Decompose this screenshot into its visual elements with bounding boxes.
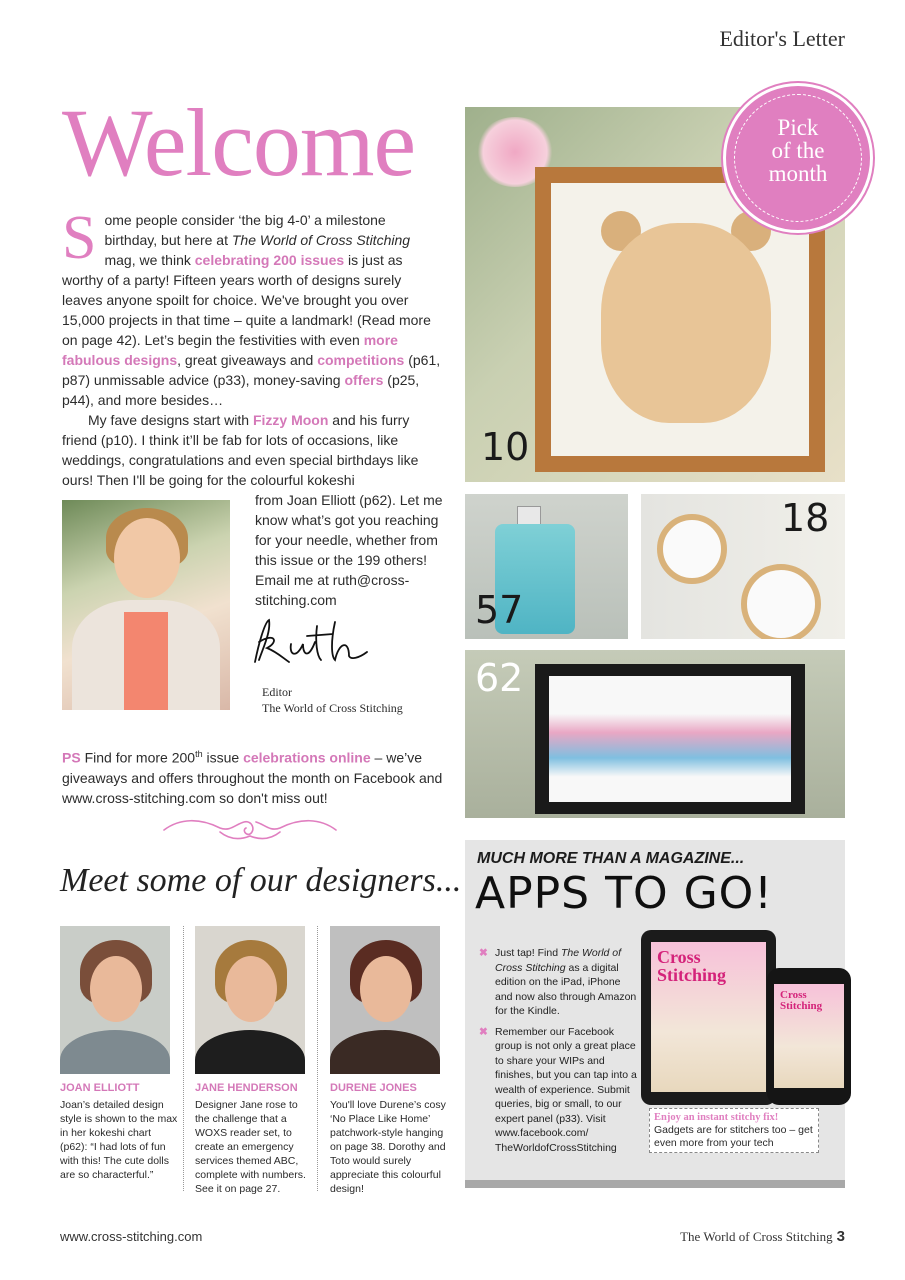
designer-name: JOAN ELLIOTT: [60, 1082, 140, 1094]
page-number-label: 57: [475, 588, 524, 632]
intro-paragraph-1: ome people consider ‘the big 4-0’ a milestone birthday, but here at The World of Cross Stitching mag, we think celebrating 200 issues is just as worthy of a party! Fifteen years worth of designs surely leaves anyone spoilt for choice. We've brought you over 15,000 projects in that time – quite a landmark! (Read more on page 42). Let’s begin the festivities with even more fabulous designs, great giveaways and competitions (p61, p87) unmissable advice (p33), money-saving offers (p25, p44), and more besides…: [62, 212, 441, 408]
section-label: Editor's Letter: [719, 26, 845, 51]
designer-bio: Designer Jane rose to the challenge that a WOXS reader set, to create an emergency services themed ABC, complete with numbers. See it on page 27.: [195, 1099, 306, 1195]
designer-photo: [330, 926, 440, 1074]
intro-paragraph-3: from Joan Elliott (p62). Let me know what’s got you reaching for your needle, whether from this issue or the 199 others! Email me at ruth@cross-stitching.com: [255, 492, 443, 608]
apps-kicker: MUCH MORE THAN A MAGAZINE...: [477, 850, 745, 867]
designer-card: [195, 926, 315, 1196]
highlight-200-issues: celebrating 200 issues: [194, 252, 345, 268]
list-item: ✖ Just tap! Find The World of Cross Stitching as a digital edition on the iPad, iPhone and now also through Amazon for the Kindle.: [479, 947, 637, 1017]
footer-folio: The World of Cross Stitching 3: [680, 1228, 845, 1245]
designers-heading: Meet some of our designers...: [60, 862, 462, 899]
bullet-cross-icon: ✖: [479, 1025, 488, 1038]
highlight-competitions: competitions: [317, 352, 405, 368]
designer-name: JANE HENDERSON: [195, 1082, 298, 1094]
editor-role: Editor: [262, 685, 292, 699]
page-title: Welcome: [62, 89, 416, 196]
editor-portrait: [62, 500, 230, 710]
footer-url: www.cross-stitching.com: [60, 1229, 203, 1244]
designer-photo: [195, 926, 305, 1074]
phone-holder-photo: [465, 494, 628, 639]
drop-cap: S: [62, 204, 97, 272]
highlight-offers: offers: [344, 372, 384, 388]
designer-photo: [60, 926, 170, 1074]
apps-bullet-list: [479, 946, 639, 1161]
page-number-label: 10: [481, 425, 530, 469]
ps-note: PS Find for more 200th issue celebrations online – we’ve giveaways and offers throughout the month on Facebook and www.cross-stitching.com so don't miss out!: [62, 749, 443, 806]
pick-of-the-month-badge: Pick of the month: [723, 83, 873, 233]
intro-text: [62, 204, 442, 490]
apps-panel: [465, 840, 845, 1188]
highlight-celebrations: celebrations online: [243, 749, 371, 766]
kokeshi-photo: [465, 650, 845, 818]
designer-bio: You'll love Durene’s cosy ‘No Place Like Home’ patchwork-style hanging on page 38. Dorothy and Toto would surely appreciate this colourful design!: [330, 1099, 446, 1195]
list-item: ✖ Remember our Facebook group is not only a great place to share your WIPs and finishes, but you can tap into a wealth of experience. Submit queries, big or small, to our expert panel (p33). Visit www.facebook.com/ TheWorldofCrossStitching: [479, 1025, 637, 1154]
page-number-label: 18: [781, 496, 830, 540]
editor-mag-name: The World of Cross Stitching: [262, 701, 403, 715]
page-number-label: 62: [475, 656, 524, 700]
editor-signature: [245, 612, 375, 672]
designer-card: [330, 926, 450, 1196]
designer-bio: Joan’s detailed design style is shown to the max in her kokeshi chart (p62): “I had lots of fun with this! The cute dolls are so characterful.”: [60, 1099, 178, 1181]
highlight-designs: more fabulous designs: [62, 332, 398, 368]
editor-signoff: [262, 684, 403, 716]
intro-paragraph-2: My fave designs start with Fizzy Moon and his furry friend (p10). I think it’ll be fab for lots of occasions, like weddings, congratulations and even special birthdays like ours! Then I'll be going for the colourful kokeshi: [62, 412, 419, 488]
designer-name: DURENE JONES: [330, 1082, 417, 1094]
divider: [317, 926, 318, 1191]
apps-callout: Enjoy an instant stitchy fix! Gadgets are for stitchers too – get even more from your tech: [649, 1108, 819, 1153]
tablet-device-image: Cross Stitching: [641, 930, 776, 1105]
divider: [183, 926, 184, 1191]
apps-title: APPS TO GO!: [475, 868, 773, 919]
phone-device-image: Cross Stitching: [767, 968, 851, 1105]
hoop-photo: [641, 494, 845, 639]
bullet-cross-icon: ✖: [479, 947, 488, 959]
flourish-ornament: [160, 816, 340, 844]
designer-card: [60, 926, 180, 1182]
page-number: 3: [836, 1228, 845, 1245]
highlight-fizzy-moon: Fizzy Moon: [252, 412, 329, 428]
